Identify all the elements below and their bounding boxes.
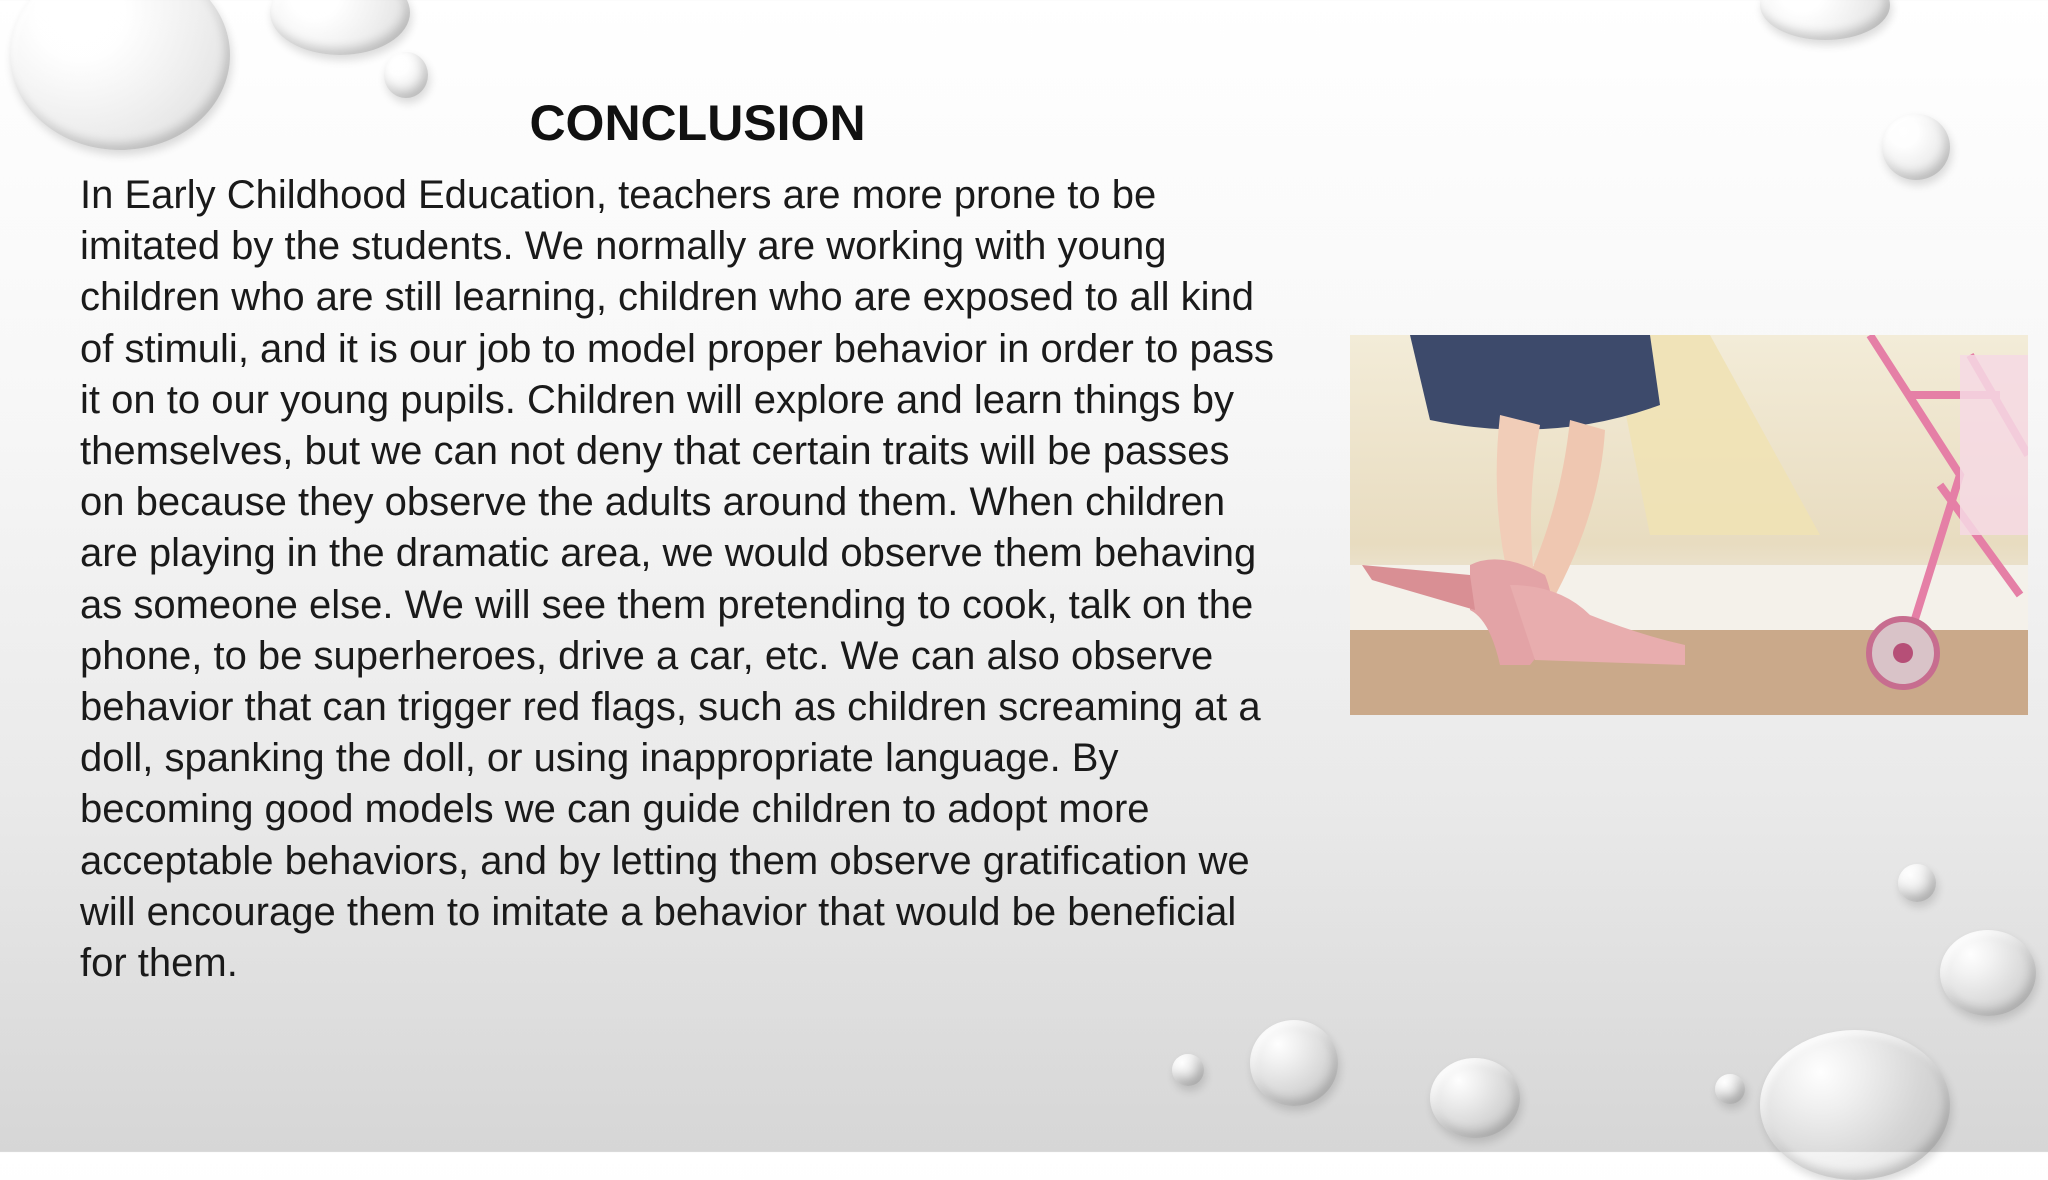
body-line: themselves, but we can not deny that certain traits will be passes [80, 429, 1230, 474]
body-line: children who are still learning, children who are exposed to all kind [80, 275, 1254, 320]
body-line: on because they observe the adults around them. When children [80, 480, 1226, 525]
water-drop-decoration [1940, 930, 2036, 1016]
body-line: doll, spanking the doll, or using inappropriate language. By [80, 736, 1119, 781]
skirt [1410, 335, 1660, 430]
left-leg [1497, 415, 1540, 585]
body-line: behavior that can trigger red flags, such as children screaming at a [80, 685, 1261, 730]
water-drop-decoration [384, 52, 428, 98]
water-drop-decoration [1760, 0, 1890, 40]
body-line: will encourage them to imitate a behavior that would be beneficial [80, 889, 1237, 934]
body-line: as someone else. We will see them pretending to cook, talk on the [80, 582, 1254, 627]
water-drop-decoration [1172, 1054, 1204, 1086]
water-drop-decoration [1430, 1058, 1520, 1138]
body-line: are playing in the dramatic area, we would observe them behaving [80, 531, 1257, 576]
body-line: becoming good models we can guide children to adopt more [80, 787, 1150, 832]
body-line: phone, to be superheroes, drive a car, etc. We can also observe [80, 633, 1214, 678]
stroller-hub [1893, 643, 1913, 663]
body-line: imitated by the students. We normally are working with young [80, 224, 1167, 269]
body-paragraph [80, 170, 1380, 989]
water-drop-decoration [1250, 1020, 1338, 1106]
water-drop-decoration [1882, 114, 1950, 180]
photo-illustration [1350, 335, 2028, 715]
water-drop-decoration [1760, 1030, 1950, 1180]
child-in-high-heels-photo [1350, 335, 2028, 715]
body-line: acceptable behaviors, and by letting them observe gratification we [80, 838, 1250, 883]
body-line: for them. [80, 941, 238, 986]
slide-title: CONCLUSION [529, 95, 866, 151]
body-line: it on to our young pupils. Children will explore and learn things by [80, 377, 1235, 422]
water-drop-decoration [1898, 864, 1936, 902]
stroller-fabric [1960, 355, 2028, 535]
water-drop-decoration [270, 0, 410, 55]
body-line: In Early Childhood Education, teachers are more prone to be [80, 173, 1157, 217]
body-line: of stimuli, and it is our job to model proper behavior in order to pass [80, 326, 1274, 371]
water-drop-decoration [1715, 1074, 1745, 1104]
